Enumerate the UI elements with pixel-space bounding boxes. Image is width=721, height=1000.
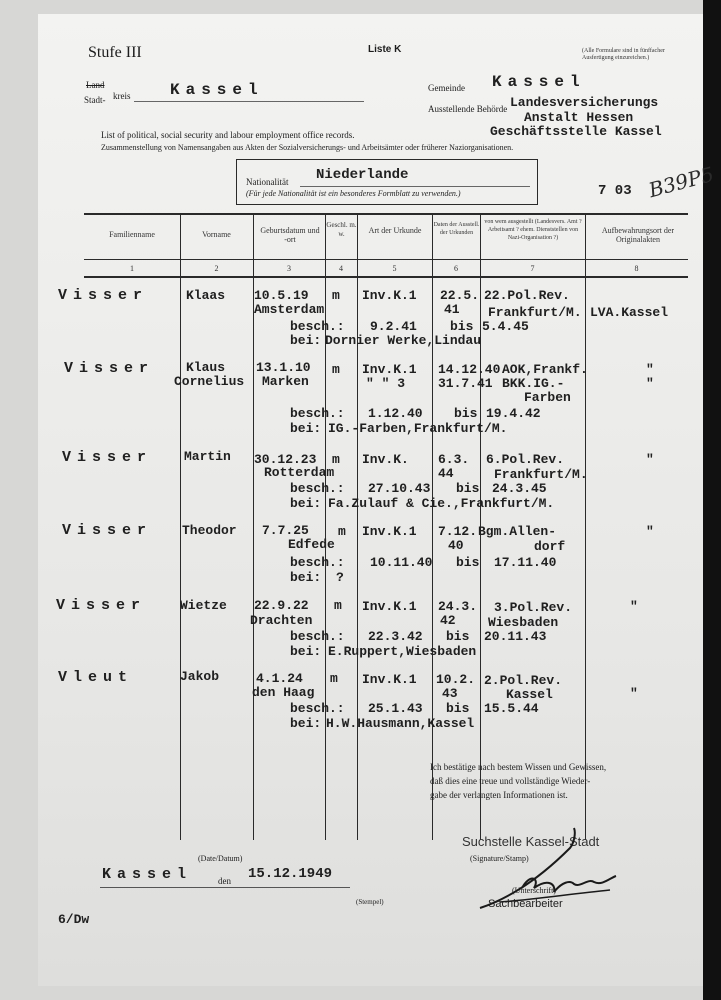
col-header-4: Geschl. m. w.: [326, 221, 357, 238]
row1-vorname: Klaas: [186, 288, 226, 303]
row3-aussteller-ort: Frankfurt/M.: [494, 467, 588, 482]
row5-bei-value: E.Ruppert,Wiesbaden: [328, 644, 477, 659]
form-note-line1: (Alle Formulare sind in fünffacher: [582, 48, 665, 54]
col-header-7: von wem ausgestellt (Landesvers. Amt ? Arbeitsamt ? ehem. Dienststellen von Nazi-Organisation ?): [484, 219, 582, 241]
signing-date: 15.12.1949: [248, 866, 333, 882]
row5-bei-label: bei:: [290, 644, 322, 659]
sachbearbeiter-label: Sachbearbeiter: [488, 898, 563, 910]
row1-besch-label: besch.:: [290, 319, 345, 334]
row2-bei-value: IG.-Farben,Frankfurt/M.: [328, 421, 508, 436]
row4-familienname: Visser: [62, 522, 153, 539]
col-num-1: 1: [130, 264, 134, 273]
row3-bei-label: bei:: [290, 496, 322, 511]
handwritten-mark: B39P5: [646, 161, 717, 203]
kreis-underline: [134, 101, 364, 102]
col-divider-5: [432, 213, 433, 840]
row6-bei-value: H.W.Hausmann,Kassel: [326, 716, 475, 731]
row3-aussteller: 6.Pol.Rev.: [486, 452, 565, 467]
col-header-8: Aufbewahrungsort der Originalakten: [601, 226, 675, 244]
row2-vorname: Klaus: [186, 360, 226, 375]
row5-vorname: Wietze: [180, 598, 227, 613]
nationality-underline: [300, 186, 530, 187]
row4-geschlecht: m: [338, 524, 346, 539]
behoerde-line3: Geschäftsstelle Kassel: [490, 124, 662, 139]
row2-bei-label: bei:: [290, 421, 322, 436]
row6-aussteller: 2.Pol.Rev.: [484, 673, 563, 688]
row1-datum: 22.5.: [440, 288, 480, 303]
den-label: den: [218, 876, 231, 886]
row3-familienname: Visser: [62, 449, 153, 466]
date-underline: [100, 887, 350, 888]
col-divider-1: [180, 213, 181, 840]
row6-familienname: Vleut: [58, 669, 134, 686]
row4-geburtsdatum: 7.7.25: [262, 523, 309, 538]
row5-datum: 24.3.: [438, 599, 478, 614]
row6-datum-jahr: 43: [442, 686, 458, 701]
row1-bis: bis: [450, 319, 474, 334]
row4-besch-label: besch.:: [290, 555, 345, 570]
col-divider-7: [585, 213, 586, 840]
row5-bis-date: 20.11.43: [484, 629, 547, 644]
behoerde-label: Ausstellende Behörde: [428, 104, 508, 114]
nationality-value: Niederlande: [316, 167, 409, 183]
row3-urkunde: Inv.K.: [362, 452, 409, 467]
row5-besch-label: besch.:: [290, 629, 345, 644]
row3-datum: 6.3.: [438, 452, 470, 467]
row5-aufbewahrung: ": [630, 599, 638, 614]
row5-datum-jahr: 42: [440, 613, 456, 628]
row3-aufbewahrung: ": [646, 452, 654, 467]
row4-vorname: Theodor: [182, 523, 237, 538]
row2-datum: 14.12.40: [438, 362, 501, 377]
table-top-line: [84, 213, 688, 215]
row1-aussteller: 22.Pol.Rev.: [484, 288, 570, 303]
stamp-text: Suchstelle Kassel-Stadt: [462, 834, 600, 849]
nationality-note: (Für jede Nationalität ist ein besonderes Formblatt zu verwenden.): [246, 189, 461, 198]
row1-urkunde: Inv.K.1: [362, 288, 417, 303]
date-label: (Date/Datum): [198, 854, 243, 863]
attestation-line1: Ich bestätige nach bestem Wissen und Gewissen,: [430, 762, 607, 772]
behoerde-line1: Landesversicherungs: [510, 95, 659, 110]
row6-datum: 10.2.: [436, 672, 476, 687]
reference-code: 6/Dw: [58, 912, 90, 927]
kreis-value: Kassel: [170, 81, 264, 99]
row2-aussteller: AOK,Frankf.: [502, 362, 588, 377]
gemeinde-value: Kassel: [492, 73, 586, 91]
col-divider-4: [357, 213, 358, 840]
row2-urkunde: Inv.K.1: [362, 362, 417, 377]
row3-bis: bis: [456, 481, 480, 496]
signature-label: (Signature/Stamp): [470, 854, 529, 863]
col-header-1: Familienname: [109, 230, 155, 239]
col-divider-3: [325, 213, 326, 840]
row2-aussteller2: BKK.IG.-: [502, 376, 565, 391]
stufe-label: Stufe III: [88, 44, 142, 61]
row4-geburtsort: Edfede: [288, 537, 335, 552]
row2-aufbewahrung: ": [646, 362, 654, 377]
unterschrift-label: (Unterschrift): [512, 886, 556, 895]
row1-bei-label: bei:: [290, 333, 322, 348]
row5-familienname: Visser: [56, 597, 147, 614]
gemeinde-label: Gemeinde: [428, 83, 465, 93]
col-num-5: 5: [392, 264, 397, 273]
col-num-6: 6: [454, 264, 458, 273]
row1-familienname: Visser: [58, 287, 149, 304]
row4-bei-label: bei:: [290, 570, 322, 585]
row2-vorname2: Cornelius: [174, 374, 245, 389]
row2-besch-date: 1.12.40: [368, 406, 423, 421]
table-number-line: [84, 276, 688, 278]
row4-datum-jahr: 40: [448, 538, 464, 553]
col-num-8: 8: [634, 264, 639, 273]
row6-besch-date: 25.1.43: [368, 701, 423, 716]
stadt-label: Stadt-: [84, 95, 106, 105]
row2-geschlecht: m: [332, 362, 340, 377]
row5-geburtsort: Drachten: [250, 613, 313, 628]
description-german: Zusammenstellung von Namensangaben aus Akten der Sozialversicherungs- und Arbeitsämter oder früherer Naziorganisationen.: [101, 143, 514, 152]
nationality-label: Nationalität: [246, 177, 289, 187]
row2-aufbewahrung2: ": [646, 376, 654, 391]
row3-geburtsdatum: 30.12.23: [254, 452, 317, 467]
row3-bis-date: 24.3.45: [492, 481, 547, 496]
row5-geschlecht: m: [334, 598, 342, 613]
col-header-3: Geburtsdatum und -ort: [260, 226, 320, 244]
row1-geschlecht: m: [332, 288, 340, 303]
row2-datum2: 31.7.41: [438, 376, 493, 391]
row6-besch-label: besch.:: [290, 701, 345, 716]
form-note: [582, 48, 665, 62]
row2-aussteller3: Farben: [524, 390, 571, 405]
row3-vorname: Martin: [184, 449, 231, 464]
row4-aussteller: Bgm.Allen-: [478, 524, 557, 539]
row5-bis: bis: [446, 629, 470, 644]
row4-bei-value: ?: [336, 570, 344, 585]
row5-aussteller-ort: Wiesbaden: [488, 615, 559, 630]
row6-bis-date: 15.5.44: [484, 701, 539, 716]
row5-urkunde: Inv.K.1: [362, 599, 417, 614]
col-header-5: Art der Urkunde: [368, 226, 422, 235]
description-english: List of political, social security and labour employment office records.: [101, 130, 355, 140]
row1-bei-value: Dornier Werke,Lindau: [325, 333, 482, 348]
kreis-label: kreis: [113, 91, 131, 101]
signing-place: Kassel: [102, 866, 193, 883]
row2-urkunde2: " " 3: [366, 376, 406, 391]
row2-familienname: Visser: [64, 360, 155, 377]
row2-bis-date: 19.4.42: [486, 406, 541, 421]
row6-urkunde: Inv.K.1: [362, 672, 417, 687]
table-header-line: [84, 259, 688, 260]
document-number: 7 03: [598, 183, 632, 199]
row6-bei-label: bei:: [290, 716, 322, 731]
row4-besch-date: 10.11.40: [370, 555, 433, 570]
behoerde-line2: Anstalt Hessen: [524, 110, 634, 125]
row1-datum-jahr: 41: [444, 302, 460, 317]
row6-geschlecht: m: [330, 671, 338, 686]
form-note-line2: Ausfertigung einzureichen.): [582, 55, 650, 61]
row3-geschlecht: m: [332, 452, 340, 467]
row6-aufbewahrung: ": [630, 686, 638, 701]
row2-bis: bis: [454, 406, 478, 421]
row4-aufbewahrung: ": [646, 524, 654, 539]
row3-besch-label: besch.:: [290, 481, 345, 496]
liste-label: Liste K: [368, 44, 402, 55]
attestation-line3: gabe der verlangten Informationen ist.: [430, 790, 568, 800]
row3-bei-value: Fa.Zulauf & Cie.,Frankfurt/M.: [328, 496, 555, 511]
row4-bis-date: 17.11.40: [494, 555, 557, 570]
col-header-6: Daten der Ausstell. der Urkunden: [433, 222, 480, 236]
col-num-7: 7: [530, 264, 535, 273]
col-header-2: Vorname: [202, 230, 231, 239]
col-num-2: 2: [214, 264, 219, 273]
row1-aussteller-ort: Frankfurt/M.: [488, 305, 582, 320]
row1-geburtsort: Amsterdam: [254, 302, 325, 317]
row2-besch-label: besch.:: [290, 406, 345, 421]
row6-bis: bis: [446, 701, 470, 716]
row6-aussteller-ort: Kassel: [506, 687, 553, 702]
col-num-3: 3: [287, 264, 291, 273]
land-label: Land: [86, 80, 105, 90]
row4-aussteller2: dorf: [534, 539, 566, 554]
col-num-4: 4: [339, 264, 343, 273]
row6-vorname: Jakob: [180, 669, 220, 684]
row5-besch-date: 22.3.42: [368, 629, 423, 644]
scan-edge: [703, 0, 721, 1000]
row1-besch-date: 9.2.41: [370, 319, 417, 334]
row4-bis: bis: [456, 555, 480, 570]
row5-aussteller: 3.Pol.Rev.: [494, 600, 573, 615]
row1-geburtsdatum: 10.5.19: [254, 288, 309, 303]
row3-datum-jahr: 44: [438, 466, 454, 481]
row3-geburtsort: Rotterdam: [264, 465, 335, 480]
stempel-label: (Stempel): [356, 898, 384, 906]
row4-datum: 7.12.: [438, 524, 478, 539]
row6-geburtsort: den Haag: [252, 685, 315, 700]
attestation-line2: daß dies eine treue und vollständige Wieder-: [430, 776, 591, 786]
row1-bis-date: 5.4.45: [482, 319, 529, 334]
row5-geburtsdatum: 22.9.22: [254, 598, 309, 613]
row3-besch-date: 27.10.43: [368, 481, 431, 496]
row1-aufbewahrung: LVA.Kassel: [590, 305, 669, 320]
row2-geburtsort: Marken: [262, 374, 309, 389]
row4-urkunde: Inv.K.1: [362, 524, 417, 539]
row2-geburtsdatum: 13.1.10: [256, 360, 311, 375]
row6-geburtsdatum: 4.1.24: [256, 671, 303, 686]
